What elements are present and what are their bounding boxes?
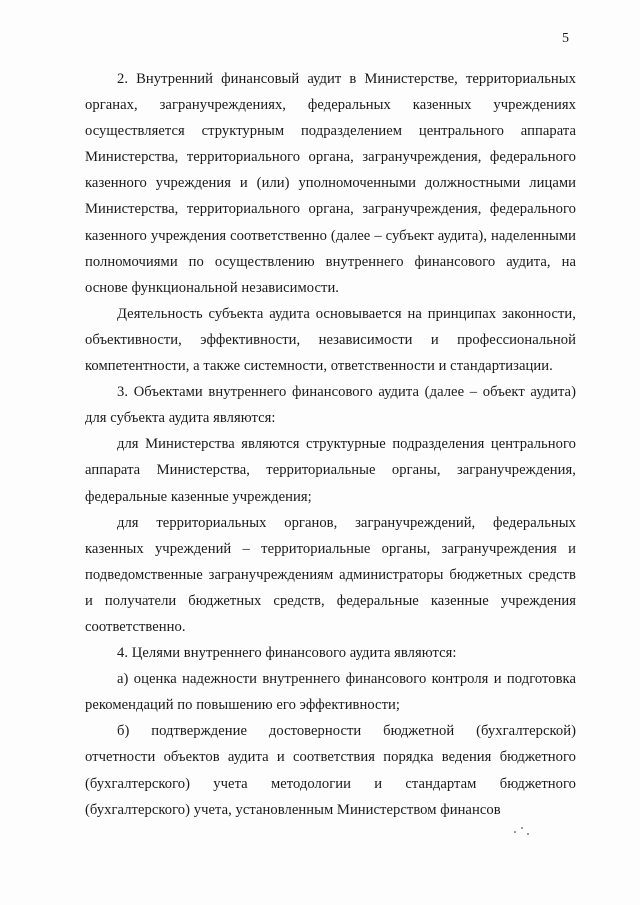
scan-speck <box>512 824 530 836</box>
document-body <box>85 66 576 823</box>
paragraph-internal-audit-subject: 2. Внутренний финансовый аудит в Министерстве, территориальных органах, загранучреждениях, федеральных казенных учреждениях осуществляется структурным подразделением центрального аппарата Министерства, территориального органа, загранучреждения, федерального казенного учреждения и (или) уполномоченными должностными лицами Министерства, территориального органа, загранучреждения, федерального казенного учреждения соответственно (далее – субъект аудита), наделенными полномочиями по осуществлению внутреннего финансового аудита, на основе функциональной независимости. <box>85 71 576 296</box>
paragraph-objects-for-ministry: для Министерства являются структурные подразделения центрального аппарата Министерства, территориальные органы, загранучреждения, федеральные казенные учреждения; <box>85 436 576 505</box>
paragraph-audit-goals-heading: 4. Целями внутреннего финансового аудита являются: <box>117 645 457 662</box>
paragraph-goal-a: а) оценка надежности внутреннего финансового контроля и подготовка рекомендаций по повышению его эффективности; <box>85 671 576 714</box>
paragraph-audit-principles: Деятельность субъекта аудита основывается на принципах законности, объективности, эффективности, независимости и профессиональной компетентности, а также системности, ответственности и стандартизации. <box>85 305 576 375</box>
paragraph-objects-for-territorial-bodies: для территориальных органов, загранучреждений, федеральных казенных учреждений – территориальные органы, загранучреждения и подведомственные загранучреждениям администраторы бюджетных средств и получатели бюджетных средств, федеральные казенные учреждения соответственно. <box>85 514 576 635</box>
paragraph-goal-b: б) подтверждение достоверности бюджетной (бухгалтерской) отчетности объектов аудита и соответствия порядка ведения бюджетного (бухгалтерского) учета методологии и стандартам бюджетного (бухгалтерского) учета, установленным Министерством финансов <box>85 723 576 818</box>
paragraph-audit-objects-heading: 3. Объектами внутреннего финансового аудита (далее – объект аудита) для субъекта аудита являются: <box>85 384 576 427</box>
page-number: 5 <box>562 31 569 46</box>
